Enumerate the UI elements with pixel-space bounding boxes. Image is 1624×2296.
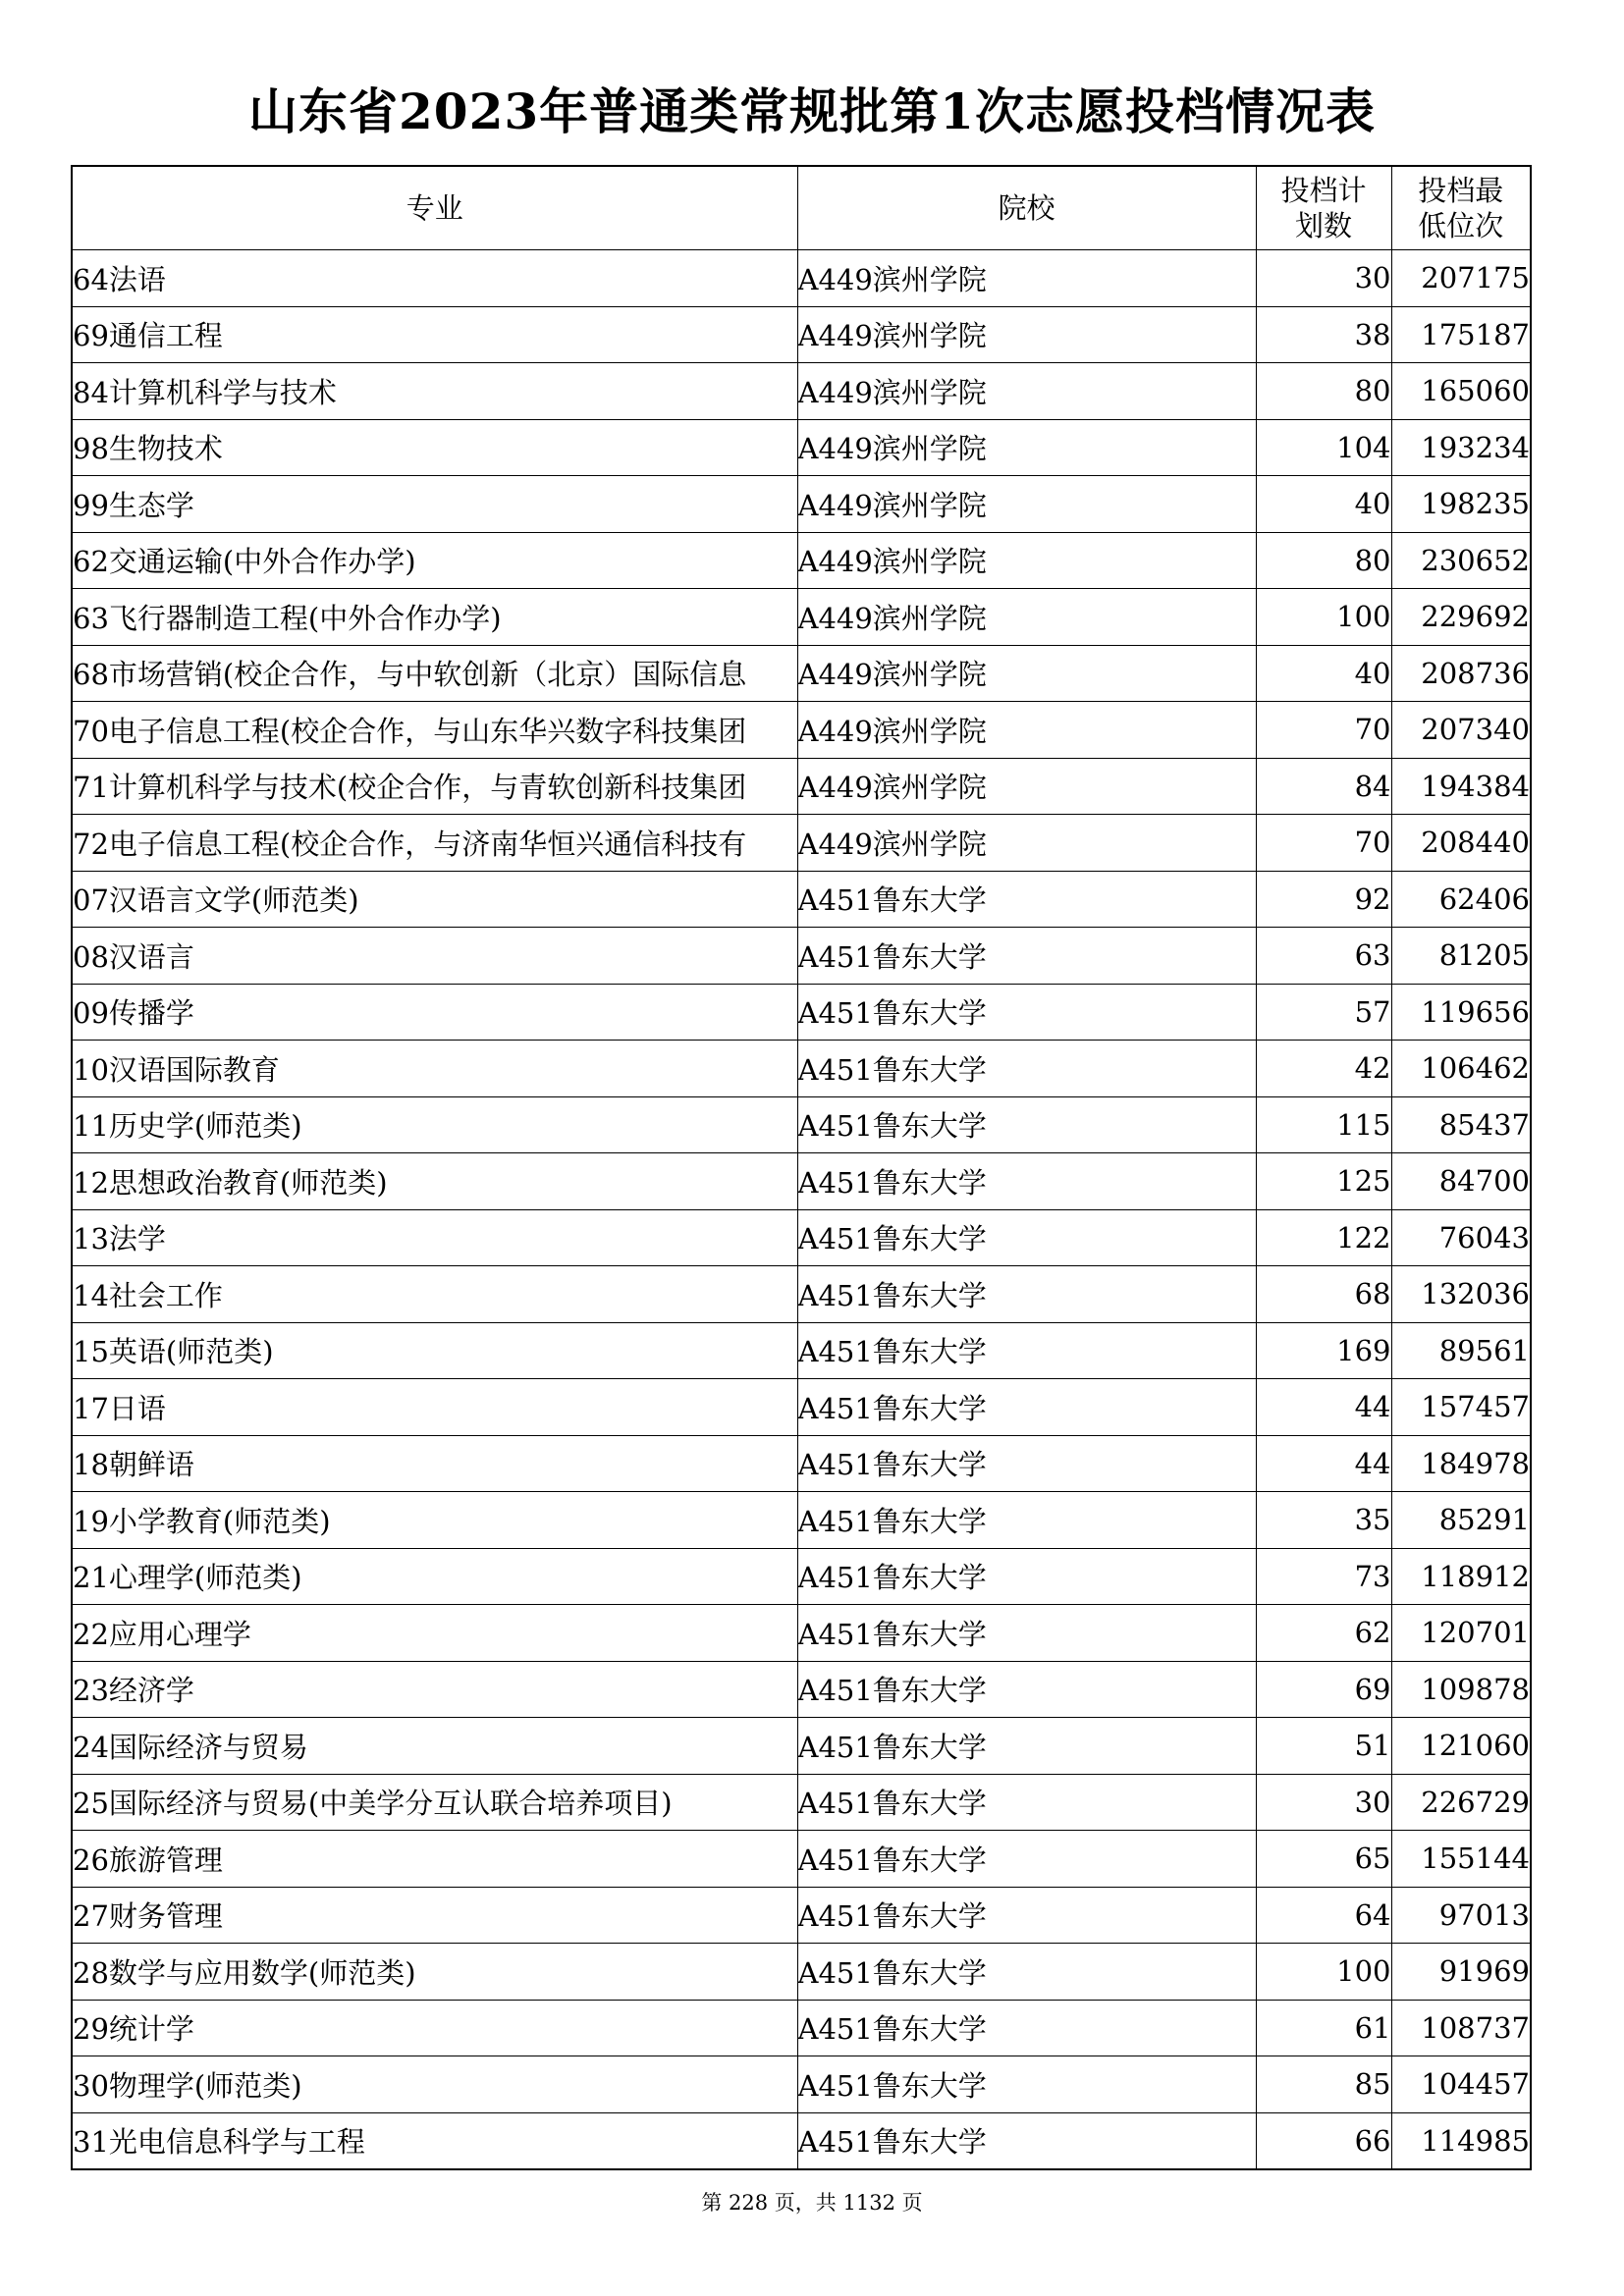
cell-min-rank: 207340 [1391,702,1531,759]
cell-plan-count: 100 [1256,1944,1391,2001]
cell-school: A451鲁东大学 [797,1492,1256,1549]
cell-min-rank: 193234 [1391,419,1531,476]
cell-plan-count: 44 [1256,1379,1391,1436]
cell-major: 63飞行器制造工程(中外合作办学) [72,589,797,646]
table-row [72,984,1531,1041]
header-plan-line2: 划数 [1294,209,1352,242]
table-row [72,1548,1531,1605]
cell-min-rank: 184978 [1391,1435,1531,1492]
cell-school: A449滨州学院 [797,758,1256,815]
cell-school: A451鲁东大学 [797,2056,1256,2113]
cell-plan-count: 40 [1256,476,1391,533]
cell-major: 09传播学 [72,984,797,1041]
cell-min-rank: 120701 [1391,1605,1531,1662]
cell-plan-count: 51 [1256,1718,1391,1775]
cell-major: 14社会工作 [72,1266,797,1323]
cell-school: A451鲁东大学 [797,1209,1256,1266]
cell-plan-count: 80 [1256,532,1391,589]
cell-major: 21心理学(师范类) [72,1548,797,1605]
cell-plan-count: 64 [1256,1887,1391,1944]
table-row [72,419,1531,476]
cell-school: A449滨州学院 [797,645,1256,702]
header-rank-line1: 投档最 [1418,174,1504,207]
cell-plan-count: 42 [1256,1041,1391,1097]
table-row [72,1718,1531,1775]
cell-plan-count: 92 [1256,871,1391,928]
table-row [72,532,1531,589]
table-row [72,702,1531,759]
table-row [72,645,1531,702]
table-row [72,1322,1531,1379]
cell-min-rank: 118912 [1391,1548,1531,1605]
cell-plan-count: 57 [1256,984,1391,1041]
cell-plan-count: 62 [1256,1605,1391,1662]
table-row [72,1041,1531,1097]
cell-school: A451鲁东大学 [797,1661,1256,1718]
cell-min-rank: 106462 [1391,1041,1531,1097]
table-row [72,1153,1531,1210]
cell-major: 84计算机科学与技术 [72,363,797,420]
table-row [72,1661,1531,1718]
cell-major: 30物理学(师范类) [72,2056,797,2113]
cell-school: A451鲁东大学 [797,1322,1256,1379]
cell-min-rank: 157457 [1391,1379,1531,1436]
cell-school: A449滨州学院 [797,702,1256,759]
cell-plan-count: 35 [1256,1492,1391,1549]
table-row [72,815,1531,872]
cell-plan-count: 38 [1256,306,1391,363]
cell-major: 10汉语国际教育 [72,1041,797,1097]
table-row [72,363,1531,420]
cell-major: 18朝鲜语 [72,1435,797,1492]
cell-plan-count: 40 [1256,645,1391,702]
cell-school: A449滨州学院 [797,532,1256,589]
admission-table [71,165,1532,2170]
table-row [72,589,1531,646]
cell-school: A451鲁东大学 [797,1041,1256,1097]
cell-min-rank: 109878 [1391,1661,1531,1718]
cell-major: 13法学 [72,1209,797,1266]
cell-school: A449滨州学院 [797,419,1256,476]
header-rank-line2: 低位次 [1418,209,1504,242]
cell-major: 62交通运输(中外合作办学) [72,532,797,589]
cell-school: A449滨州学院 [797,476,1256,533]
cell-min-rank: 81205 [1391,928,1531,985]
cell-plan-count: 70 [1256,702,1391,759]
cell-plan-count: 63 [1256,928,1391,985]
table-row [72,758,1531,815]
cell-plan-count: 122 [1256,1209,1391,1266]
table-row [72,2056,1531,2113]
cell-major: 31光电信息科学与工程 [72,2112,797,2169]
cell-major: 72电子信息工程(校企合作，与济南华恒兴通信科技有 [72,815,797,872]
cell-school: A451鲁东大学 [797,1153,1256,1210]
cell-school: A451鲁东大学 [797,2000,1256,2056]
cell-min-rank: 85437 [1391,1096,1531,1153]
cell-school: A451鲁东大学 [797,1944,1256,2001]
cell-min-rank: 155144 [1391,1831,1531,1888]
cell-school: A451鲁东大学 [797,1435,1256,1492]
cell-min-rank: 208736 [1391,645,1531,702]
cell-major: 28数学与应用数学(师范类) [72,1944,797,2001]
cell-plan-count: 115 [1256,1096,1391,1153]
cell-school: A451鲁东大学 [797,1379,1256,1436]
cell-min-rank: 194384 [1391,758,1531,815]
cell-min-rank: 108737 [1391,2000,1531,2056]
cell-school: A451鲁东大学 [797,928,1256,985]
cell-min-rank: 114985 [1391,2112,1531,2169]
cell-school: A451鲁东大学 [797,984,1256,1041]
cell-school: A451鲁东大学 [797,1096,1256,1153]
cell-min-rank: 104457 [1391,2056,1531,2113]
cell-min-rank: 165060 [1391,363,1531,420]
cell-major: 29统计学 [72,2000,797,2056]
cell-major: 17日语 [72,1379,797,1436]
cell-plan-count: 100 [1256,589,1391,646]
table-row [72,1209,1531,1266]
cell-plan-count: 84 [1256,758,1391,815]
cell-school: A449滨州学院 [797,306,1256,363]
cell-min-rank: 85291 [1391,1492,1531,1549]
cell-school: A449滨州学院 [797,250,1256,307]
cell-plan-count: 65 [1256,1831,1391,1888]
cell-school: A451鲁东大学 [797,1887,1256,1944]
cell-school: A449滨州学院 [797,363,1256,420]
table-row [72,1831,1531,1888]
cell-school: A451鲁东大学 [797,1718,1256,1775]
header-plan-count [1256,166,1391,250]
page-title: 山东省2023年普通类常规批第1次志愿投档情况表 [248,82,1376,140]
cell-school: A451鲁东大学 [797,1605,1256,1662]
table-body [72,250,1531,2170]
cell-school: A449滨州学院 [797,589,1256,646]
table-row [72,306,1531,363]
cell-plan-count: 70 [1256,815,1391,872]
cell-plan-count: 169 [1256,1322,1391,1379]
cell-major: 68市场营销(校企合作，与中软创新（北京）国际信息 [72,645,797,702]
cell-plan-count: 66 [1256,2112,1391,2169]
cell-major: 69通信工程 [72,306,797,363]
cell-major: 15英语(师范类) [72,1322,797,1379]
cell-school: A451鲁东大学 [797,2112,1256,2169]
cell-min-rank: 175187 [1391,306,1531,363]
cell-min-rank: 208440 [1391,815,1531,872]
cell-plan-count: 125 [1256,1153,1391,1210]
cell-school: A451鲁东大学 [797,1548,1256,1605]
cell-major: 19小学教育(师范类) [72,1492,797,1549]
cell-plan-count: 30 [1256,250,1391,307]
table-row [72,1492,1531,1549]
cell-min-rank: 97013 [1391,1887,1531,1944]
cell-min-rank: 62406 [1391,871,1531,928]
cell-major: 99生态学 [72,476,797,533]
cell-major: 24国际经济与贸易 [72,1718,797,1775]
cell-major: 07汉语言文学(师范类) [72,871,797,928]
table-row [72,1605,1531,1662]
page-footer: 第 228 页，共 1132 页 [701,2191,923,2215]
cell-major: 71计算机科学与技术(校企合作，与青软创新科技集团 [72,758,797,815]
header-min-rank [1391,166,1531,250]
cell-school: A451鲁东大学 [797,1774,1256,1831]
cell-min-rank: 230652 [1391,532,1531,589]
cell-major: 70电子信息工程(校企合作，与山东华兴数字科技集团 [72,702,797,759]
table-row [72,1266,1531,1323]
cell-min-rank: 89561 [1391,1322,1531,1379]
cell-plan-count: 44 [1256,1435,1391,1492]
cell-min-rank: 226729 [1391,1774,1531,1831]
cell-plan-count: 104 [1256,419,1391,476]
cell-plan-count: 80 [1256,363,1391,420]
cell-plan-count: 73 [1256,1548,1391,1605]
cell-min-rank: 132036 [1391,1266,1531,1323]
header-plan-line1: 投档计 [1280,174,1367,207]
cell-major: 22应用心理学 [72,1605,797,1662]
cell-school: A451鲁东大学 [797,1266,1256,1323]
table-row [72,2112,1531,2169]
header-school: 院校 [797,166,1256,250]
cell-plan-count: 61 [1256,2000,1391,2056]
cell-major: 27财务管理 [72,1887,797,1944]
table-header-row [72,166,1531,250]
cell-plan-count: 30 [1256,1774,1391,1831]
cell-plan-count: 68 [1256,1266,1391,1323]
cell-major: 11历史学(师范类) [72,1096,797,1153]
cell-major: 25国际经济与贸易(中美学分互认联合培养项目) [72,1774,797,1831]
cell-min-rank: 198235 [1391,476,1531,533]
cell-plan-count: 85 [1256,2056,1391,2113]
cell-min-rank: 121060 [1391,1718,1531,1775]
table-row [72,476,1531,533]
cell-min-rank: 119656 [1391,984,1531,1041]
header-major: 专业 [72,166,797,250]
cell-min-rank: 76043 [1391,1209,1531,1266]
cell-major: 23经济学 [72,1661,797,1718]
table-row [72,1096,1531,1153]
table-row [72,250,1531,307]
table-row [72,1887,1531,1944]
cell-min-rank: 207175 [1391,250,1531,307]
cell-major: 08汉语言 [72,928,797,985]
cell-school: A451鲁东大学 [797,1831,1256,1888]
cell-min-rank: 84700 [1391,1153,1531,1210]
table-row [72,2000,1531,2056]
table-row [72,1774,1531,1831]
table-row [72,871,1531,928]
cell-major: 98生物技术 [72,419,797,476]
cell-min-rank: 91969 [1391,1944,1531,2001]
cell-major: 12思想政治教育(师范类) [72,1153,797,1210]
cell-major: 26旅游管理 [72,1831,797,1888]
table-row [72,1379,1531,1436]
cell-school: A451鲁东大学 [797,871,1256,928]
table-row [72,1435,1531,1492]
cell-school: A449滨州学院 [797,815,1256,872]
table-row [72,928,1531,985]
cell-plan-count: 69 [1256,1661,1391,1718]
cell-min-rank: 229692 [1391,589,1531,646]
cell-major: 64法语 [72,250,797,307]
table-row [72,1944,1531,2001]
